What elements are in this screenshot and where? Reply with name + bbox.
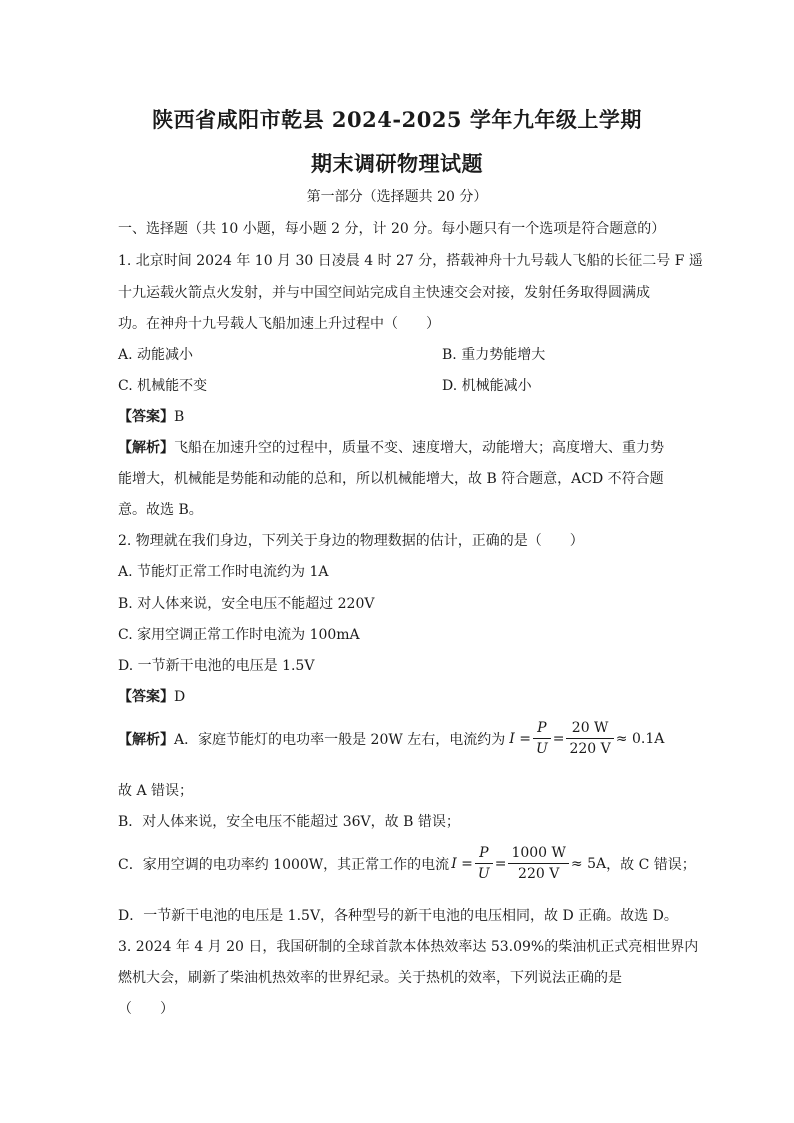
q3-stem-line1: 3. 2024 年 4 月 20 日，我国研制的全球首款本体热效率达 53.09%的柴油机正式亮相世界内 [118, 939, 699, 955]
q1-option-b: B. 重力势能增大 [442, 347, 546, 363]
q2-analysis-c [118, 843, 696, 884]
analysis-text: 飞船在加速升空的过程中，质量不变、速度增大，动能增大；高度增大、重力势 [174, 440, 664, 456]
document-title-line1: 陕西省咸阳市乾县 2024-2025 学年九年级上学期 [152, 107, 642, 132]
q2-analysis-b: B．对人体来说，安全电压不能超过 36V，故 B 错误； [118, 814, 460, 830]
fraction-denominator: U [535, 741, 548, 757]
fraction-numerator: P [533, 718, 551, 739]
q3-stem-line3: （ ） [118, 1001, 174, 1017]
equals-sign: = [552, 730, 565, 747]
q2-stem: 2. 物理就在我们身边，下列关于身边的物理数据的估计，正确的是（ ） [118, 533, 584, 549]
q2-analysis-d: D．一节新干电池的电压是 1.5V，各种型号的新干电池的电压相同，故 D 正确。故选 D。 [118, 908, 678, 924]
q2-analysis-a-tail: 故 A 错误； [118, 783, 194, 799]
q1-answer [118, 406, 184, 426]
q2-option-b: B. 对人体来说，安全电压不能超过 220V [118, 596, 375, 612]
q1-stem-line2: 十九运载火箭点火发射，并与中国空间站完成自主快速交会对接，发射任务取得圆满成 [118, 285, 650, 301]
q2-option-d: D. 一节新干电池的电压是 1.5V [118, 658, 315, 674]
fraction-values [508, 843, 568, 884]
fraction-numerator: 1000 W [508, 843, 568, 864]
answer-value: D [174, 689, 186, 705]
q2-analysis-a [118, 718, 664, 759]
q3-stem-line2: 燃机大会，刷新了柴油机热效率的世界纪录。关于热机的效率，下列说法正确的是 [118, 970, 622, 986]
fraction-numerator: 20 W [566, 718, 613, 739]
fraction-denominator: U [477, 866, 490, 882]
analysis-label: 【解析】 [118, 440, 174, 456]
analysis-c-text: C．家用空调的电功率约 1000W，其正常工作的电流 [118, 856, 450, 873]
section-heading: 一、选择题（共 10 小题，每小题 2 分，计 20 分。每小题只有一个选项是符合题意的） [118, 221, 666, 237]
equals-sign: = [494, 855, 507, 872]
fraction-denominator: 220 V [518, 866, 560, 882]
answer-value: B [174, 409, 185, 425]
equation-rhs: ≈ 0.1A [615, 730, 665, 747]
answer-label: 【答案】 [118, 689, 174, 705]
equation-lhs: I = [509, 730, 531, 747]
q1-analysis-line1 [118, 437, 664, 457]
fraction-values [566, 718, 613, 759]
equation-lhs: I = [451, 855, 473, 872]
q2-answer [118, 686, 185, 706]
fraction-numerator: P [475, 843, 493, 864]
q1-analysis-line3: 意。故选 B。 [118, 502, 203, 518]
q1-option-a: A. 动能减小 [118, 347, 194, 363]
document-title-line2: 期末调研物理试题 [311, 151, 483, 176]
fraction-denominator: 220 V [569, 741, 611, 757]
fraction-p-over-u [533, 718, 551, 759]
fraction-p-over-u [475, 843, 493, 884]
q2-option-c: C. 家用空调正常工作时电流为 100mA [118, 627, 360, 643]
q1-analysis-line2: 能增大，机械能是势能和动能的总和，所以机械能增大，故 B 符合题意，ACD 不符合题 [118, 471, 664, 487]
equation-rhs: ≈ 5A [570, 855, 607, 872]
q1-stem-line3: 功。在神舟十九号载人飞船加速上升过程中（ ） [118, 316, 440, 332]
analysis-a-text: A．家庭节能灯的电功率一般是 20W 左右，电流约为 [174, 731, 506, 748]
answer-label: 【答案】 [118, 409, 174, 425]
part-heading: 第一部分（选择题共 20 分） [306, 189, 488, 205]
q1-option-c: C. 机械能不变 [118, 378, 208, 394]
q2-option-a: A. 节能灯正常工作时电流约为 1A [118, 564, 329, 580]
analysis-label: 【解析】 [118, 731, 174, 748]
q1-stem-line1: 1. 北京时间 2024 年 10 月 30 日凌晨 4 时 27 分，搭载神舟十九号载人飞船的长征二号 F 遥 [118, 253, 703, 269]
q1-option-d: D. 机械能减小 [442, 378, 532, 394]
analysis-c-tail: ，故 C 错误； [606, 856, 696, 873]
